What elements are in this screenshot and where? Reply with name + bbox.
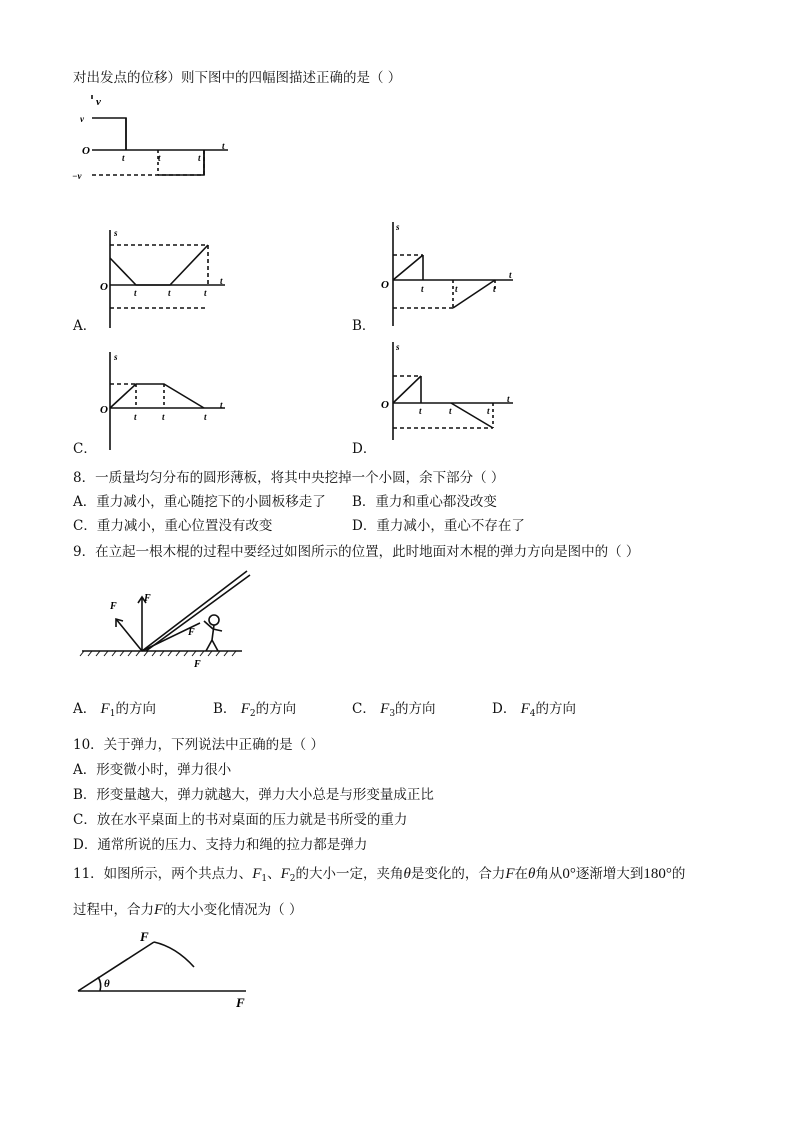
q9-option-c: C． $F_3$的方向: [352, 701, 436, 719]
q10-option-c: C．放在水平桌面上的书对桌面的压力就是书所受的重力: [73, 812, 408, 828]
vt-t2-label: t: [158, 153, 161, 163]
vt-v2-label: v: [80, 114, 84, 124]
st-d-y-label: s: [396, 342, 400, 352]
st-d-x-label: t: [507, 394, 510, 404]
q11-stem-line1: 11．如图所示，两个共点力、$F_1$、$F_2$的大小一定，夹角θ是变化的，合力F在θ角从0°逐渐增大到180°的: [73, 866, 686, 884]
q8-option-b: B．重力和重心都没改变: [352, 494, 497, 510]
st-c-x-label: t: [220, 400, 223, 410]
option-c-label: C．: [73, 441, 97, 457]
st-graph-d: [383, 340, 523, 440]
st-c-origin: O: [100, 404, 108, 416]
st-a-t2: t: [168, 288, 171, 298]
vt-x-label: t: [222, 141, 225, 151]
q9-f1-label: F: [110, 601, 117, 612]
q9-stick-figure: [82, 565, 252, 675]
st-a-t1: t: [134, 288, 137, 298]
st-d-origin: O: [381, 399, 389, 411]
q8-stem: 8．一质量均匀分布的圆形薄板，将其中央挖掉一个小圆，余下部分（ ）: [73, 470, 505, 486]
st-c-t1: t: [134, 412, 137, 422]
st-b-origin: O: [381, 279, 389, 291]
st-graph-b: [383, 220, 523, 328]
q11-theta-label: θ: [104, 978, 110, 990]
st-b-t1: t: [421, 284, 424, 294]
q8-option-d: D．重力减小，重心不存在了: [352, 518, 525, 534]
q11-f2-label: F: [140, 929, 149, 944]
vt-t1-label: t: [122, 153, 125, 163]
st-d-t1: t: [419, 406, 422, 416]
st-b-t3: t: [493, 284, 496, 294]
q10-option-b: B．形变量越大，弹力就越大，弹力大小总是与形变量成正比: [73, 787, 434, 803]
q11-force-figure: [76, 925, 266, 1010]
vt-graph: [72, 95, 230, 195]
st-b-x-label: t: [509, 270, 512, 280]
q11-stem-line2: 过程中，合力F的大小变化情况为（ ）: [73, 902, 303, 918]
st-a-t3: t: [204, 288, 207, 298]
option-d-label: D．: [352, 441, 377, 457]
q10-option-d: D．通常所说的压力、支持力和绳的拉力都是弹力: [73, 837, 368, 853]
st-b-t2: t: [455, 284, 458, 294]
st-c-t3: t: [204, 412, 207, 422]
st-d-t3: t: [487, 406, 490, 416]
q8-option-c: C．重力减小，重心位置没有改变: [73, 518, 273, 534]
q9-f2-label: F: [144, 593, 151, 604]
q8-option-a: A．重力减小，重心随挖下的小圆板移走了: [73, 494, 326, 510]
q9-f4-label: F: [194, 659, 201, 670]
st-c-y-label: s: [114, 352, 118, 362]
q10-stem: 10．关于弹力，下列说法中正确的是（ ）: [73, 737, 324, 753]
vt-y-label: v: [96, 96, 101, 108]
st-c-t2: t: [162, 412, 165, 422]
q9-stem: 9．在立起一根木棍的过程中要经过如图所示的位置，此时地面对木棍的弹力方向是图中的（ ）: [73, 544, 640, 560]
st-b-y-label: s: [396, 222, 400, 232]
option-b-label: B．: [352, 318, 376, 334]
st-a-y-label: s: [114, 228, 118, 238]
q9-option-d: D． $F_4$的方向: [492, 701, 577, 719]
q9-option-b: B． $F_2$的方向: [213, 701, 297, 719]
q11-f1-label: F: [236, 995, 245, 1010]
vt-neg-v1-label: −v: [72, 171, 82, 181]
st-a-x-label: t: [220, 276, 223, 286]
intro-line: 对出发点的位移）则下图中的四幅图描述正确的是（ ）: [73, 70, 402, 86]
option-a-label: A．: [73, 318, 97, 334]
q9-f3-label: F: [188, 627, 195, 638]
vt-origin: O: [82, 145, 90, 157]
q10-option-a: A．形变微小时，弹力很小: [73, 762, 232, 778]
st-d-t2: t: [449, 406, 452, 416]
st-graph-a: [100, 228, 230, 328]
st-graph-c: [100, 350, 230, 450]
vt-t3-label: t: [198, 153, 201, 163]
q9-option-a: A． $F_1$的方向: [73, 701, 156, 719]
st-a-origin: O: [100, 281, 108, 293]
